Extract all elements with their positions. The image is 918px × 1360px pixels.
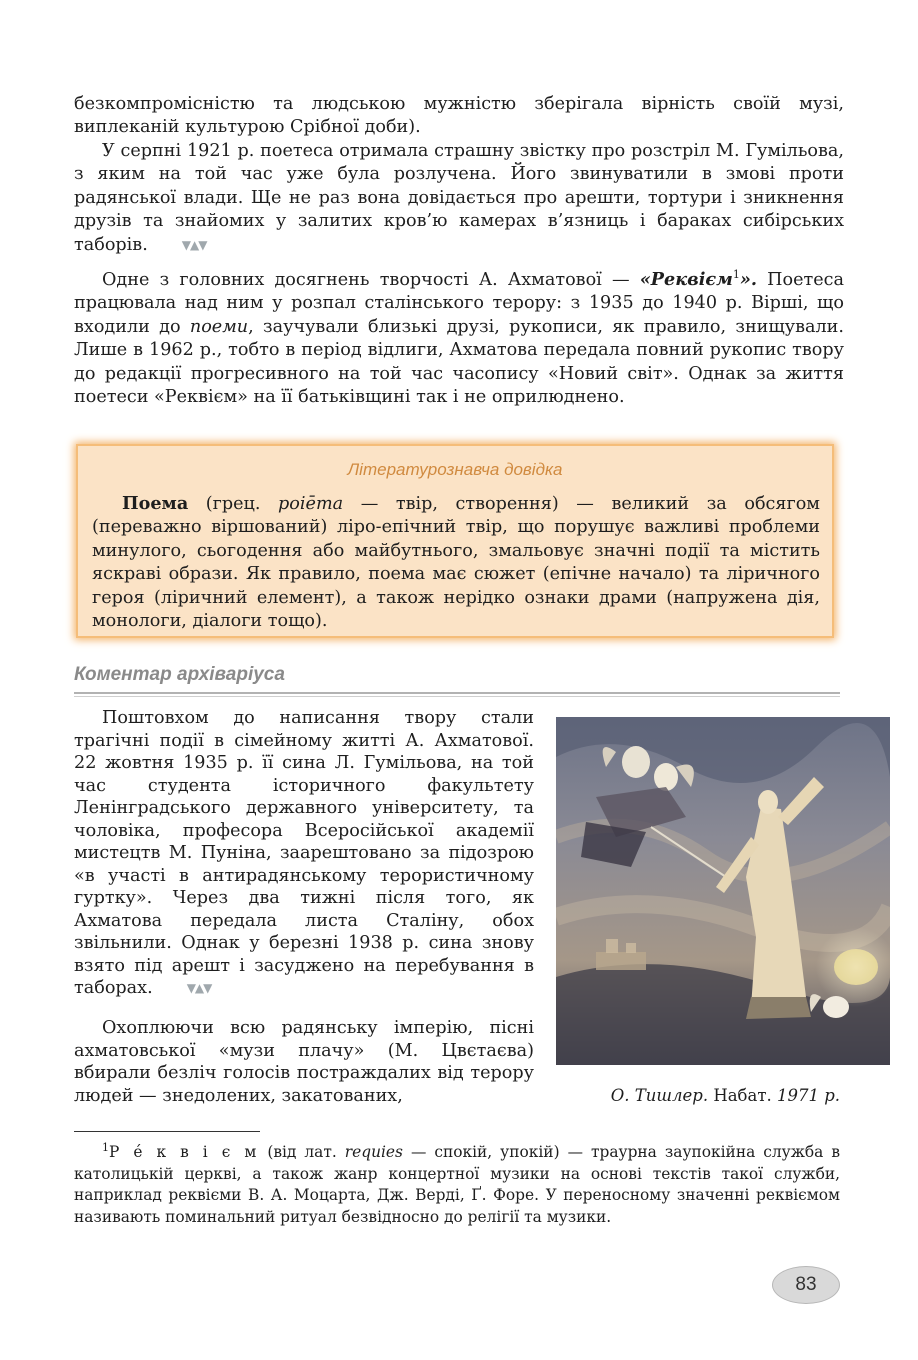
reference-definition: Поема (грец. poiēma — твір, створення) — великий за обсягом (переважно віршований) ліро-епічний твір, що порушує важливі проблеми минулого, сьогодення або майбутнього, змальовує значні події та містить яскраві образи. Як правило, поема має сюжет (епічне начало) та ліричного героя (ліричний елемент), а також нерідко ознаки драми (напружена дія, монологи, діалоги тощо). <box>92 493 820 632</box>
footnote: $^1$Р е́ к в і є м (від лат. requies — спокій, упокій) — траурна заупокійна служба в католицькій церкві, а також жанр концертної музики на основі текстів такої служби, наприклад реквієми В. А. Моцарта, Дж. Верді, Ґ. Форе. У переносному значенні реквіємом називають поминальний ритуал безвідносно до релігії та музики. <box>74 1140 840 1226</box>
paragraph-continuation: безкомпромісністю та людською мужністю зберігала вірність своїй музі, виплеканій культурою Срібної доби). <box>74 94 844 138</box>
page-number: 83 <box>772 1266 840 1304</box>
painting-nabat <box>556 717 890 1065</box>
paragraph-gumilev: У серпні 1921 р. поетеса отримала страшну звістку про розстріл М. Гумільова, з яким на той час уже була розлучена. Його звинуватили в змові проти радянської влади. Ще не раз вона довідається про арешти, тортури і зникнення друзів та знайомих у залитих кров’ю камерах в’язниць і бараках сибірських таборів. ▼▲▼ <box>74 140 844 257</box>
heading-rule <box>74 692 840 694</box>
painting-caption: О. Тишлер. Набат. 1971 р. <box>610 1086 840 1105</box>
archive-paragraph-2: Охоплюючи всю радянську імперію, пісні ахматовської «музи плачу» (М. Цвєтаєва) вбирали безліч голосів постраждалих від терору людей — знедолених, закатованих, <box>74 1018 534 1106</box>
arrows-icon: ▼▲▼ <box>181 237 207 252</box>
literary-reference-box <box>76 444 834 638</box>
footnote-rule <box>74 1131 260 1132</box>
heading-rule-thin <box>74 696 840 697</box>
section-heading: Коментар архіваріуса <box>74 664 285 685</box>
arrows-icon: ▼▲▼ <box>186 981 212 995</box>
reference-title: Літературознавча довідка <box>347 460 563 479</box>
archive-paragraph-1: Поштовхом до написання твору стали трагічні події в сімейному житті А. Ахматової. 22 жовтня 1935 р. її сина Л. Гумільова, на той час студента історичного факультету Ленінградського державного університету, та чоловіка, професора Всеросійської академії мистецтв М. Пуніна, заарештовано за підозрою «в участі в антирадянському терористичному гуртку». Через два тижні після того, як Ахматова передала листа Сталіну, обох звільнили. Однак у березні 1938 р. сина знову взято під арешт і засуджено на перебування в таборах. ▼▲▼ <box>74 708 534 998</box>
paragraph-requiem: Одне з головних досягнень творчості А. Ахматової — «Реквієм$^1$». Поетеса працювала над ним у розпал сталінського терору: з 1935 до 1940 р. Вірші, що входили до поеми, заучували близькі друзі, рукописи, як правило, знищували. Лише в 1962 р., тобто в період відлиги, Ахматова передала повний рукопис твору до редакції прогресивного на той час часопису «Новий світ». Однак за життя поетеси «Реквієм» на її батьківщині так і не оприлюднено. <box>74 268 844 408</box>
